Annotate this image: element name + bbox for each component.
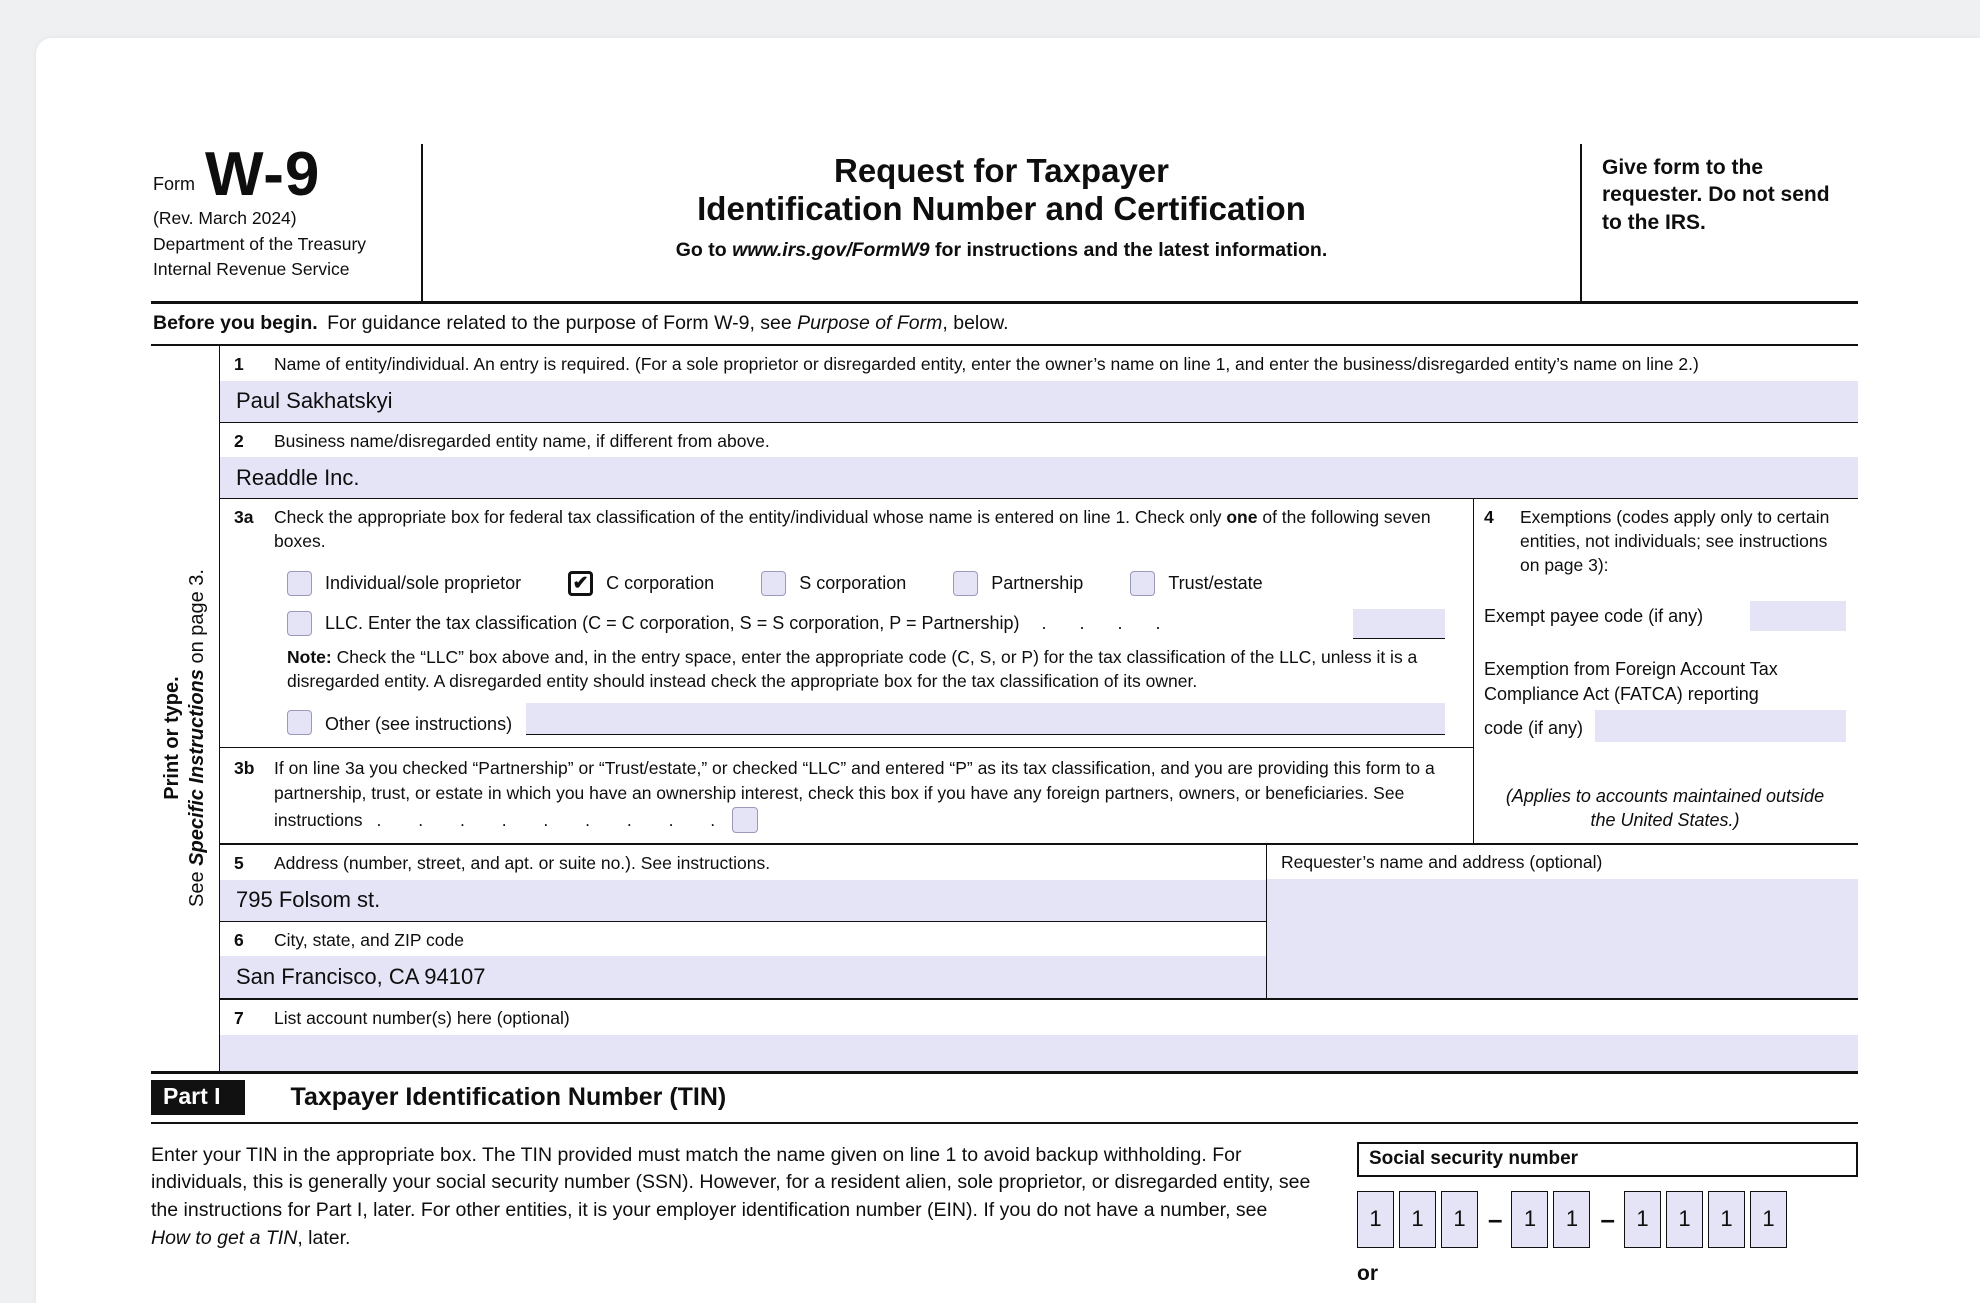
w9-form-page bbox=[36, 38, 1980, 1303]
line-6-city-input[interactable]: San Francisco, CA 94107 bbox=[220, 956, 1266, 998]
line-3b-number: 3b bbox=[234, 757, 255, 778]
checkmark-icon: ✔ bbox=[572, 572, 589, 594]
other-checkbox[interactable] bbox=[287, 710, 312, 735]
ssn-input bbox=[1357, 1191, 1858, 1248]
line-6-number: 6 bbox=[234, 929, 244, 950]
line-1-label: Name of entity/individual. An entry is required. (For a sole proprietor or disregarded entity, enter the owner’s name on line 1, and enter the business/disregarded entity’s name on line 2.) bbox=[274, 354, 1699, 374]
line-4-label-row bbox=[1484, 506, 1846, 577]
partnership-checkbox[interactable] bbox=[953, 571, 978, 596]
individual-checkbox[interactable] bbox=[287, 571, 312, 596]
w9-form-content bbox=[151, 140, 1858, 1286]
form-title: Request for Taxpayer Identification Number and Certification bbox=[697, 152, 1306, 227]
other-instructions-input[interactable] bbox=[526, 703, 1445, 735]
part-1-body bbox=[151, 1124, 1858, 1286]
irs-url-link[interactable]: www.irs.gov/FormW9 bbox=[732, 239, 930, 262]
requester-label: Requester’s name and address (optional) bbox=[1281, 851, 1603, 872]
line-3a-classification-options bbox=[220, 571, 1473, 596]
form-id-block bbox=[151, 140, 423, 301]
line-3b-row bbox=[220, 747, 1473, 843]
line-7-label-row bbox=[220, 1000, 1858, 1035]
line-7-account-numbers-input[interactable] bbox=[220, 1035, 1858, 1071]
print-or-type-label: Print or type. See Specific Instructions on page 3. bbox=[161, 569, 208, 907]
purpose-of-form-ref: Purpose of Form bbox=[797, 312, 943, 334]
ssn-digit-box[interactable]: 1 bbox=[1708, 1191, 1745, 1248]
ssn-digit-box[interactable]: 1 bbox=[1511, 1191, 1548, 1248]
print-or-type-rail bbox=[151, 346, 220, 1071]
dotted-leader: . . . . . . . . . bbox=[376, 809, 717, 830]
before-you-begin-bold: Before you begin. bbox=[153, 312, 318, 334]
ssn-digit-box[interactable]: 1 bbox=[1553, 1191, 1590, 1248]
part-1-title: Taxpayer Identification Number (TIN) bbox=[290, 1082, 727, 1111]
option-c-corporation: ✔ C corporation bbox=[568, 571, 714, 596]
line-6-label-row bbox=[220, 922, 1266, 957]
line-1-number: 1 bbox=[234, 354, 244, 374]
ssn-digit-box[interactable]: 1 bbox=[1441, 1191, 1478, 1248]
line-4-number: 4 bbox=[1484, 507, 1494, 528]
line-3a-other-row bbox=[220, 703, 1473, 747]
applies-note: (Applies to accounts maintained outside the United States.) bbox=[1505, 785, 1825, 830]
llc-checkbox[interactable] bbox=[287, 611, 312, 636]
before-you-begin-note: Before you begin. For guidance related to the purpose of Form W-9, see Purpose of Form, below. bbox=[151, 304, 1858, 346]
line-1-label-row bbox=[220, 346, 1858, 381]
other-label: Other (see instructions) bbox=[325, 713, 513, 734]
line-6-label: City, state, and ZIP code bbox=[274, 929, 465, 950]
form-header bbox=[151, 140, 1858, 304]
form-revision: (Rev. March 2024) bbox=[153, 207, 297, 228]
form-title-block bbox=[423, 144, 1582, 301]
line-3a-llc-row bbox=[220, 609, 1473, 639]
line-2-number: 2 bbox=[234, 430, 244, 451]
ssn-dash: – bbox=[1488, 1203, 1503, 1234]
line-3-and-4-section bbox=[220, 499, 1858, 845]
line-5-address-input[interactable]: 795 Folsom st. bbox=[220, 880, 1266, 922]
line-2-label: Business name/disregarded entity name, if different from above. bbox=[274, 430, 770, 451]
line-5-label-row bbox=[220, 845, 1266, 880]
form-number: W-9 bbox=[205, 140, 321, 209]
tin-instructions-paragraph: Enter your TIN in the appropriate box. The TIN provided must match the name given on line 1 to avoid backup withholding. For individuals, this is generally your social security number (SSN). However, for a resident alien, sole proprietor, or disregarded entity, see the instructions for Part I, later. For other entities, it is your employer identification number (EIN). If you do not have a number, see How to get a TIN, later. bbox=[151, 1143, 1311, 1249]
form-fields-table bbox=[151, 346, 1858, 1074]
exempt-payee-code-input[interactable] bbox=[1750, 601, 1846, 631]
option-trust-estate: Trust/estate bbox=[1130, 571, 1262, 596]
fatca-block bbox=[1484, 657, 1846, 741]
ssn-label: Social security number bbox=[1357, 1142, 1858, 1177]
ssn-digit-box[interactable]: 1 bbox=[1357, 1191, 1394, 1248]
llc-label: LLC. Enter the tax classification (C = C corporation, S = S corporation, P = Partnership) bbox=[325, 613, 1020, 633]
line-3-column bbox=[220, 499, 1474, 843]
line-7-number: 7 bbox=[234, 1008, 244, 1029]
exempt-payee-row bbox=[1484, 601, 1846, 631]
ssn-digit-box[interactable]: 1 bbox=[1750, 1191, 1787, 1248]
or-label: or bbox=[1357, 1261, 1378, 1285]
line-3a-label: Check the appropriate box for federal tax classification of the entity/individual whose name is entered on line 1. Check only one of the following seven boxes. bbox=[274, 507, 1431, 551]
option-individual-sole-proprietor: Individual/sole proprietor bbox=[287, 571, 521, 596]
address-column bbox=[220, 845, 1266, 998]
line-1-name-input[interactable]: Paul Sakhatskyi bbox=[220, 381, 1858, 423]
line-2-business-name-input[interactable]: Readdle Inc. bbox=[220, 457, 1858, 499]
form-agency: Internal Revenue Service bbox=[153, 259, 350, 280]
line-7-label: List account number(s) here (optional) bbox=[274, 1008, 570, 1029]
line-5-number: 5 bbox=[234, 852, 244, 873]
requester-column bbox=[1266, 845, 1858, 998]
option-s-corporation: S corporation bbox=[761, 571, 906, 596]
part-1-badge: Part I bbox=[151, 1080, 245, 1115]
ssn-dash: – bbox=[1600, 1203, 1615, 1234]
give-form-note: Give form to the requester. Do not send to the IRS. bbox=[1602, 156, 1830, 234]
fatca-label-2: code (if any) bbox=[1484, 718, 1584, 739]
line-3a-number: 3a bbox=[234, 507, 254, 528]
line-4-label: Exemptions (codes apply only to certain entities, not individuals; see instructions on page 3): bbox=[1520, 507, 1830, 575]
form-department: Department of the Treasury bbox=[153, 233, 367, 254]
fields-column bbox=[220, 346, 1858, 1071]
part-1-header bbox=[151, 1074, 1858, 1124]
line-5-6-section bbox=[220, 845, 1858, 1000]
line-5-label: Address (number, street, and apt. or suite no.). See instructions. bbox=[274, 852, 771, 873]
line-3b-label: If on line 3a you checked “Partnership” or “Trust/estate,” or checked “LLC” and entered “P” as its tax classification, and you are providing this form to a partnership, trust, or estate in which you have an ownership interest, check this box if you have any foreign partners, owners, or beneficiaries. See instructions . . . . . . . . . bbox=[274, 756, 1459, 833]
form-word: Form bbox=[153, 173, 195, 194]
dotted-leader: . . . . bbox=[1041, 613, 1162, 633]
ssn-digit-box[interactable]: 1 bbox=[1399, 1191, 1436, 1248]
line-2-label-row bbox=[220, 423, 1858, 458]
form-subtitle: Go to www.irs.gov/FormW9 for instructions and the latest information. bbox=[675, 239, 1328, 262]
trust-estate-checkbox[interactable] bbox=[1130, 571, 1155, 596]
fatca-label: Exemption from Foreign Account Tax Compliance Act (FATCA) reporting bbox=[1484, 659, 1778, 705]
ssn-digit-box[interactable]: 1 bbox=[1666, 1191, 1703, 1248]
specific-instructions-ref: Specific Instructions bbox=[186, 669, 208, 866]
llc-note: Note: Check the “LLC” box above and, in the entry space, enter the appropriate code (C, S, or P) for the tax classification of the LLC, unless it is a disregarded entity. A disregarded entity should instead check the appropriate box for the tax classification of its owner. bbox=[287, 646, 1418, 691]
how-to-get-tin-ref: How to get a TIN bbox=[151, 1226, 298, 1249]
line-4-column bbox=[1474, 499, 1858, 843]
foreign-partners-checkbox[interactable] bbox=[732, 807, 758, 833]
fatca-code-input[interactable] bbox=[1595, 710, 1846, 742]
s-corporation-checkbox[interactable] bbox=[761, 571, 786, 596]
ssn-section bbox=[1357, 1142, 1858, 1286]
ssn-digit-box[interactable]: 1 bbox=[1624, 1191, 1661, 1248]
llc-classification-input[interactable] bbox=[1353, 609, 1445, 639]
option-partnership: Partnership bbox=[953, 571, 1083, 596]
requester-name-address-input[interactable] bbox=[1267, 879, 1858, 998]
exempt-payee-label: Exempt payee code (if any) bbox=[1484, 605, 1704, 626]
c-corporation-checkbox[interactable] bbox=[568, 571, 593, 596]
line-3a-label-row bbox=[220, 499, 1473, 557]
